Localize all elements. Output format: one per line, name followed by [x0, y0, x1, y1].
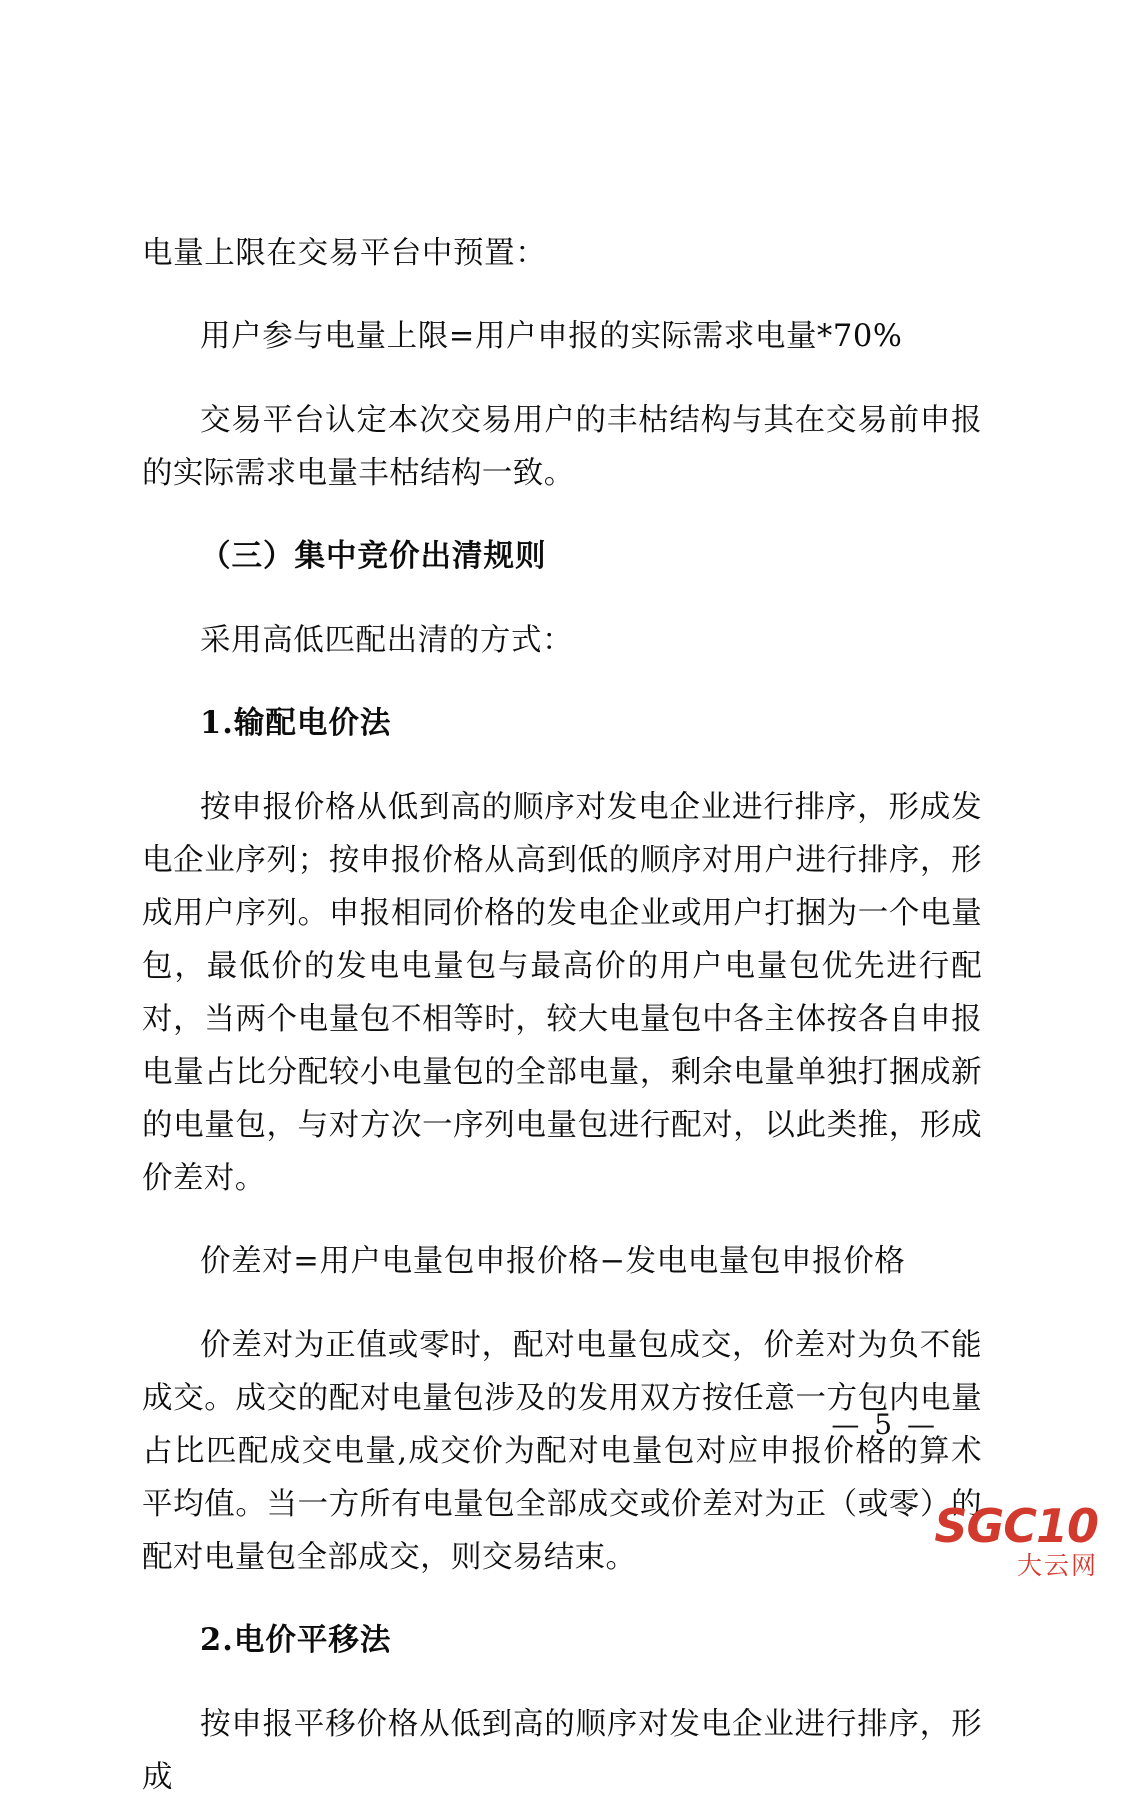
heading-clearing-rules: （三）集中竞价出清规则	[200, 538, 547, 574]
paragraph-matching-method: 采用高低匹配出清的方式：	[200, 622, 574, 658]
watermark-sub-text: 大云网	[1016, 1551, 1098, 1580]
watermark-brand-suffix: 10	[1035, 1499, 1098, 1553]
paragraph-settlement-rules: 价差对为正值或零时，配对电量包成交，价差对为负不能成交。成交的配对电量包涉及的发用双方按任意一方包内电量占比匹配成交电量,成交价为配对电量包对应申报价格的算术平均值。当一方所有电量包全部成交或价差对为正（或零）的配对电量包全部成交，则交易结束。	[142, 1327, 982, 1575]
formula-user-cap: 用户参与电量上限=用户申报的实际需求电量*70%	[200, 319, 903, 354]
page-number: — 5 —	[831, 1408, 938, 1441]
watermark-brand: SGC	[934, 1499, 1036, 1553]
document-body	[142, 196, 982, 1804]
formula-price-spread-pair: 价差对=用户电量包申报价格−发电电量包申报价格	[200, 1244, 906, 1279]
heading-transmission-price-method: 1.输配电价法	[200, 705, 392, 741]
paragraph-price-shift-ranking: 按申报平移价格从低到高的顺序对发电企业进行排序，形成	[142, 1706, 982, 1795]
watermark-logo	[934, 1499, 1098, 1580]
watermark-main-text	[934, 1499, 1098, 1553]
paragraph-preset-intro: 电量上限在交易平台中预置：	[142, 235, 547, 271]
heading-price-shift-method: 2.电价平移法	[200, 1622, 392, 1658]
paragraph-structure-consistency: 交易平台认定本次交易用户的丰枯结构与其在交易前申报的实际需求电量丰枯结构一致。	[142, 402, 982, 491]
paragraph-ranking-and-pairing: 按申报价格从低到高的顺序对发电企业进行排序，形成发电企业序列；按申报价格从高到低的顺序对用户进行排序，形成用户序列。申报相同价格的发电企业或用户打捆为一个电量包，最低价的发电电量包与最高价的用户电量包优先进行配对，当两个电量包不相等时，较大电量包中各主体按各自申报电量占比分配较小电量包的全部电量，剩余电量单独打捆成新的电量包，与对方次一序列电量包进行配对，以此类推，形成价差对。	[142, 789, 982, 1196]
